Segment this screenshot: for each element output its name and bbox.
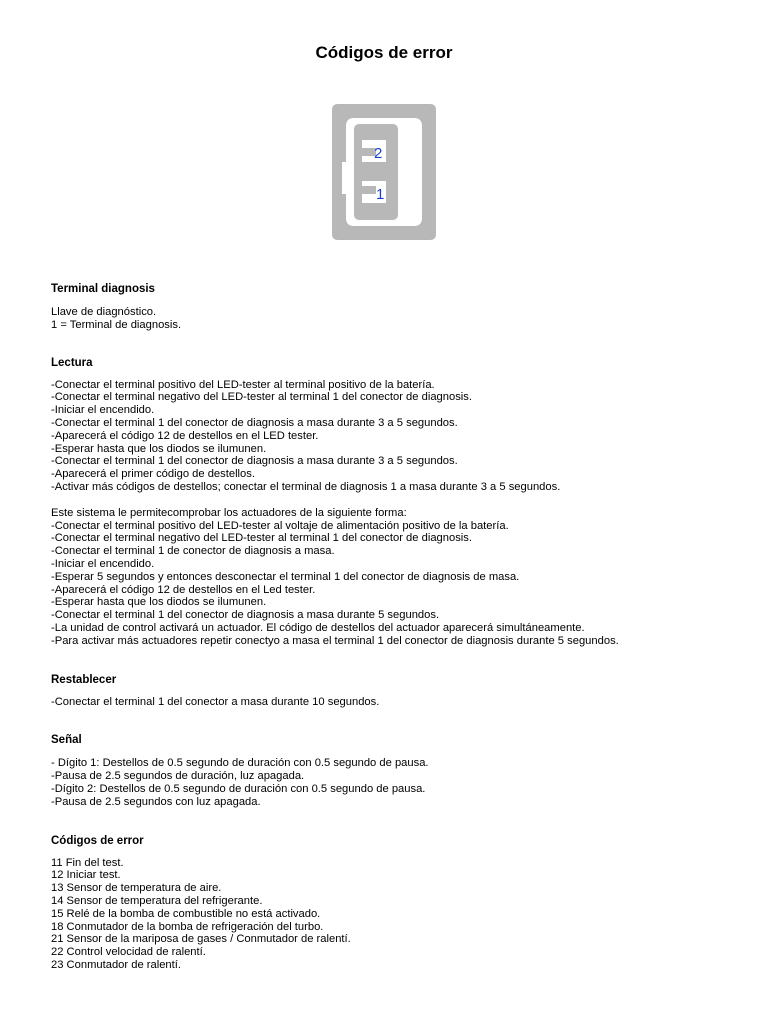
text-line: -Pausa de 2.5 segundos de duración, luz apagada. <box>51 770 305 783</box>
section-restablecer <box>51 674 751 709</box>
text-line: 1 = Terminal de diagnosis. <box>51 318 182 331</box>
text-line: -Aparecerá el código 12 de destellos en el LED tester. <box>51 429 319 442</box>
text-line: 21 Sensor de la mariposa de gases / Conmutador de ralentí. <box>51 933 351 946</box>
connector-insert <box>354 124 398 220</box>
text-line: -Conectar el terminal negativo del LED-tester al terminal 1 del conector de diagnosis. <box>51 391 472 404</box>
lectura-steps <box>51 379 751 494</box>
text-line: 22 Control velocidad de ralentí. <box>51 946 206 959</box>
text-line: 15 Relé de la bomba de combustible no está activado. <box>51 907 321 920</box>
text-line: -Conectar el terminal 1 del conector a masa durante 10 segundos. <box>51 695 380 708</box>
text-line: -Pausa de 2.5 segundos con luz apagada. <box>51 795 261 808</box>
text-line: -Conectar el terminal 1 de conector de diagnosis a masa. <box>51 545 335 558</box>
text-line: Llave de diagnóstico. <box>51 306 157 318</box>
diagnostic-connector-diagram <box>332 104 436 240</box>
text-line: -Activar más códigos de destellos; conectar el terminal de diagnosis 1 a masa durante 3 a 5 segundos. <box>51 480 561 493</box>
text-line: -Esperar hasta que los diodos se ilumunen. <box>51 596 267 609</box>
section-heading: Lectura <box>51 356 93 369</box>
text-line: -Conectar el terminal positivo del LED-tester al voltaje de alimentación positivo de la batería. <box>51 519 509 532</box>
text-line: -Conectar el terminal 1 del conector de diagnosis a masa durante 5 segundos. <box>51 609 440 622</box>
section-terminal-diagnosis <box>51 283 751 332</box>
text-line: -Iniciar el encendido. <box>51 404 155 417</box>
text-line: -La unidad de control activará un actuador. El código de destellos del actuador aparecerá simultáneamente. <box>51 621 585 634</box>
section-heading: Señal <box>51 734 82 747</box>
text-line: - Dígito 1: Destellos de 0.5 segundo de duración con 0.5 segundo de pausa. <box>51 757 429 770</box>
error-code-list <box>51 857 751 972</box>
text-line: -Para activar más actuadores repetir conectyo a masa el terminal 1 del conector de diagnosis durante 5 segundos. <box>51 634 619 647</box>
text-line: -Esperar 5 segundos y entonces desconectar el terminal 1 del conector de diagnosis de masa. <box>51 570 520 583</box>
text-line: -Aparecerá el primer código de destellos. <box>51 468 255 481</box>
page-title: Códigos de error <box>315 43 453 62</box>
terminal-text <box>51 306 751 332</box>
senal-text <box>51 757 751 808</box>
section-heading: Códigos de error <box>51 834 144 847</box>
text-line: -Esperar hasta que los diodos se ilumunen. <box>51 442 267 455</box>
text-line: -Conectar el terminal negativo del LED-tester al terminal 1 del conector de diagnosis. <box>51 532 472 545</box>
pin-2-label: 2 <box>374 145 383 162</box>
actuator-test-steps <box>51 507 751 648</box>
text-line: 12 Iniciar test. <box>51 869 121 882</box>
text-line: -Iniciar el encendido. <box>51 557 155 570</box>
text-line: 14 Sensor de temperatura del refrigerante. <box>51 894 263 907</box>
text-line: Este sistema le permitecomprobar los actuadores de la siguiente forma: <box>51 506 407 519</box>
pin-1-slot-tab <box>362 186 376 194</box>
section-senal <box>51 734 751 808</box>
text-line: -Conectar el terminal 1 del conector de diagnosis a masa durante 3 a 5 segundos. <box>51 416 458 429</box>
text-line: 18 Conmutador de la bomba de refrigeración del turbo. <box>51 920 324 933</box>
section-heading: Restablecer <box>51 673 117 686</box>
text-line: 11 Fin del test. <box>51 856 124 869</box>
section-lectura <box>51 357 751 648</box>
document-body <box>51 283 751 972</box>
section-codigos-de-error <box>51 835 751 972</box>
text-line: -Conectar el terminal positivo del LED-tester al terminal positivo de la batería. <box>51 378 435 391</box>
section-heading: Terminal diagnosis <box>51 283 155 295</box>
text-line: 13 Sensor de temperatura de aire. <box>51 882 222 895</box>
pin-1-label: 1 <box>376 186 385 203</box>
restablecer-text <box>51 696 751 709</box>
text-line: -Conectar el terminal 1 del conector de diagnosis a masa durante 3 a 5 segundos. <box>51 455 458 468</box>
text-line: 23 Conmutador de ralentí. <box>51 958 181 971</box>
text-line: -Dígito 2: Destellos de 0.5 segundo de duración con 0.5 segundo de pausa. <box>51 782 426 795</box>
text-line: -Aparecerá el código 12 de destellos en el Led tester. <box>51 583 316 596</box>
